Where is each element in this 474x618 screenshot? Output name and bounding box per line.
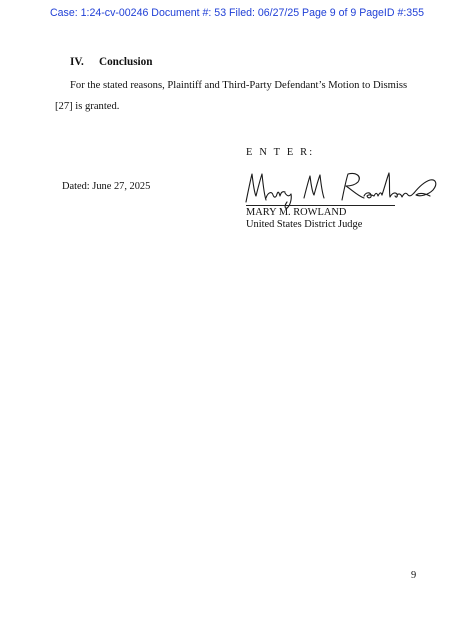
section-title: Conclusion [99,56,153,68]
judge-name: MARY M. ROWLAND [246,207,347,218]
judge-signature [240,162,446,210]
section-number: IV. [70,56,84,68]
signature-line [246,205,395,206]
page-number: 9 [411,570,417,581]
section-heading [70,56,152,68]
body-paragraph-line-1: For the stated reasons, Plaintiff and Third-Party Defendant’s Motion to Dismiss [70,80,408,91]
case-header: Case: 1:24-cv-00246 Document #: 53 Filed: 06/27/25 Page 9 of 9 PageID #:355 [50,7,424,19]
enter-label: E N T E R: [246,147,315,158]
date-line: Dated: June 27, 2025 [62,181,151,192]
body-paragraph-line-2: [27] is granted. [55,101,120,112]
judge-title: United States District Judge [246,219,363,230]
